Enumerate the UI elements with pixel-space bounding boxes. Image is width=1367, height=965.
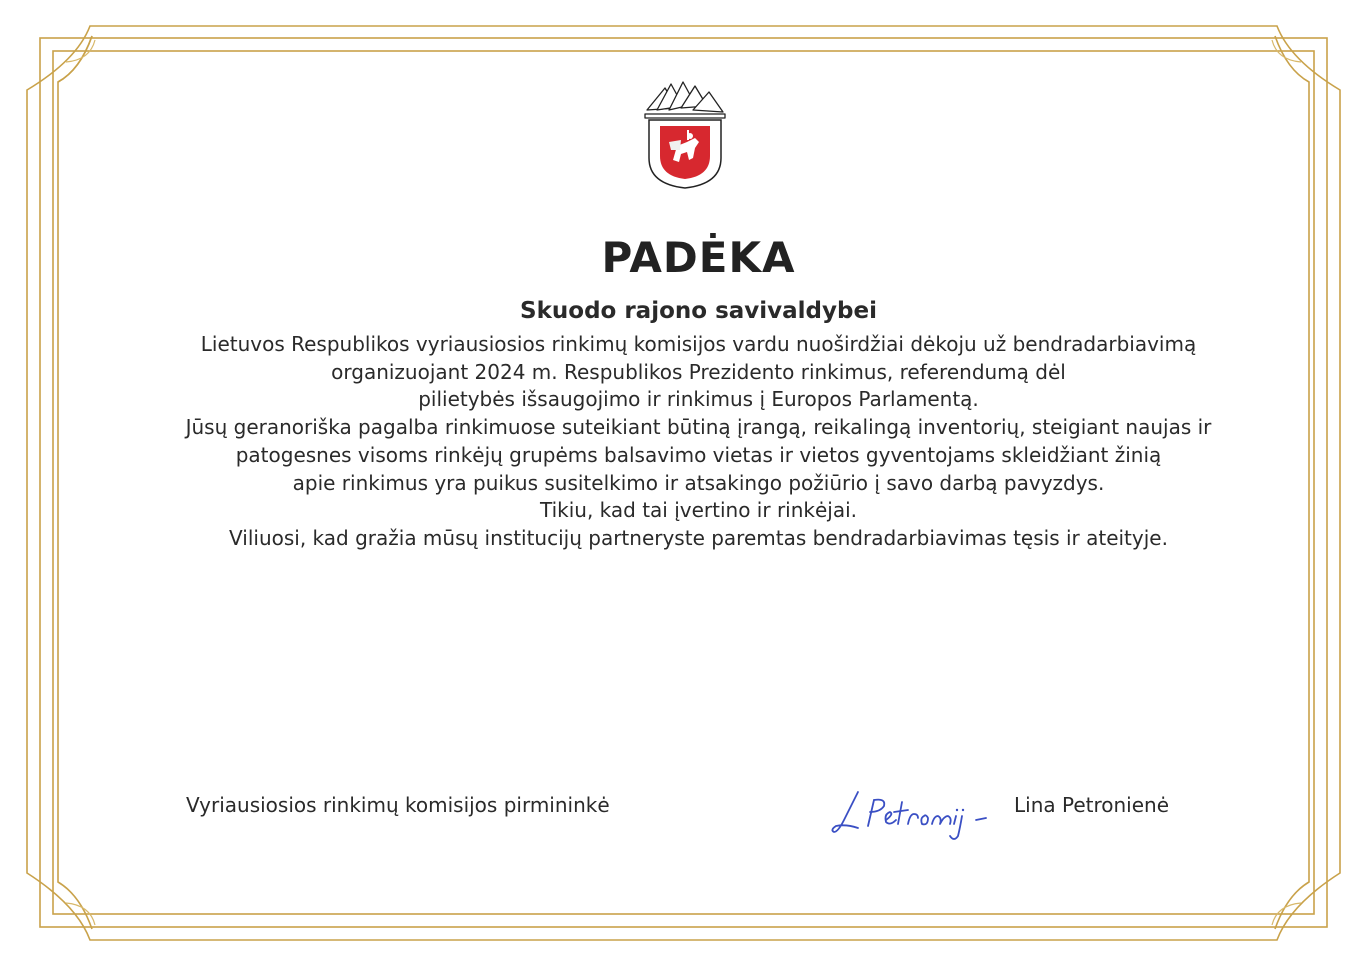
body-line: Tikiu, kad tai įvertino ir rinkėjai. [539,498,858,523]
certificate-body [120,331,1277,553]
body-line: Viliuosi, kad gražia mūsų institucijų partneryste paremtas bendradarbiavimas tęsis ir ateityje. [229,525,1168,550]
body-line: pilietybės išsaugojimo ir rinkimus į Europos Parlamentą. [418,387,979,412]
signer-role: Vyriausiosios rinkimų komisijos pirmininkė [186,793,610,817]
certificate-title: PADĖKA [601,233,796,282]
body-line: apie rinkimus yra puikus susitelkimo ir atsakingo požiūrio į savo darbą pavyzdys. [292,470,1105,495]
handwritten-signature [828,784,998,846]
body-line: Jūsų geranoriška pagalba rinkimuose suteikiant būtiną įrangą, reikalingą inventorių, steigiant naujas ir [185,415,1212,440]
signer-name: Lina Petronienė [1014,793,1170,817]
body-line: Lietuvos Respublikos vyriausiosios rinkimų komisijos vardu nuoširdžiai dėkoju už bendradarbiavimą [200,332,1197,356]
recipient-name: Skuodo rajono savivaldybei [520,298,877,324]
body-line: patogesnes visoms rinkėjų grupėms balsavimo vietas ir vietos gyventojams skleidžiant žinią [235,442,1162,467]
election-commission-emblem [643,80,727,190]
body-line: organizuojant 2024 m. Respublikos Prezidento rinkimus, referendumą dėl [331,359,1066,384]
